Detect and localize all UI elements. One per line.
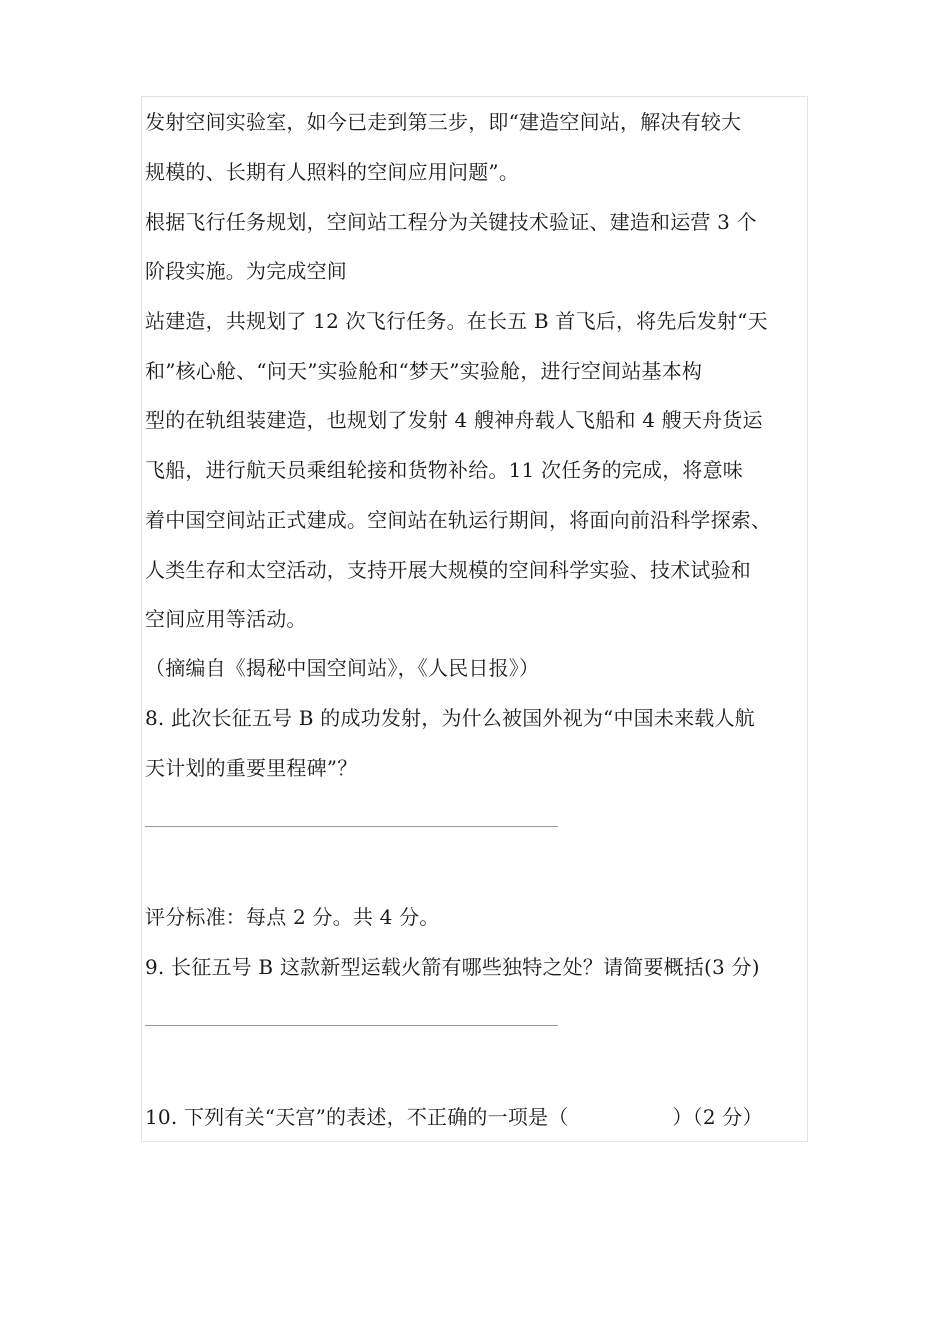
passage-line: 空间应用等活动。: [145, 607, 307, 631]
passage-line: 着中国空间站正式建成。空间站在轨运行期间，将面向前沿科学探索、: [145, 508, 772, 532]
question-10: [145, 1103, 763, 1131]
passage-line: 型的在轨组装建造，也规划了发射 4 艘神舟载人飞船和 4 艘天舟货运: [145, 408, 763, 432]
passage-line: 飞船，进行航天员乘组轮接和货物补给。11 次任务的完成，将意味: [145, 458, 744, 482]
question-10-text: 10. 下列有关“天宫”的表述，不正确的一项是（: [145, 1105, 569, 1129]
question-8-text: 天计划的重要里程碑”？: [145, 756, 358, 780]
answer-line-q9[interactable]: [145, 1025, 558, 1026]
passage-line: 发射空间实验室，如今已走到第三步，即“建造空间站，解决有较大: [145, 110, 742, 134]
passage-line: 根据飞行任务规划，空间站工程分为关键技术验证、建造和运营 3 个: [145, 210, 757, 234]
source-citation: （摘编自《揭秘中国空间站》，《人民日报》）: [145, 656, 540, 680]
question-10-points: ）（2 分）: [672, 1105, 763, 1129]
answer-line-q8[interactable]: [145, 826, 558, 827]
passage-line: 人类生存和太空活动，支持开展大规模的空间科学实验、技术试验和: [145, 558, 751, 582]
passage-line: 阶段实施。为完成空间: [145, 259, 347, 283]
passage-line: 规模的、长期有人照料的空间应用问题”。: [145, 160, 520, 184]
scoring-criteria: 评分标准：每点 2 分。共 4 分。: [145, 905, 440, 929]
question-8-text: 8. 此次长征五号 B 的成功发射，为什么被国外视为“中国未来载人航: [145, 706, 755, 730]
passage-line: 和”核心舱、“问天”实验舱和“梦天”实验舱，进行空间站基本构: [145, 359, 703, 383]
passage-line: 站建造，共规划了 12 次飞行任务。在长五 B 首飞后，将先后发射“天: [145, 309, 768, 333]
question-9-text: 9. 长征五号 B 这款新型运载火箭有哪些独特之处？请简要概括(3 分): [145, 955, 760, 979]
